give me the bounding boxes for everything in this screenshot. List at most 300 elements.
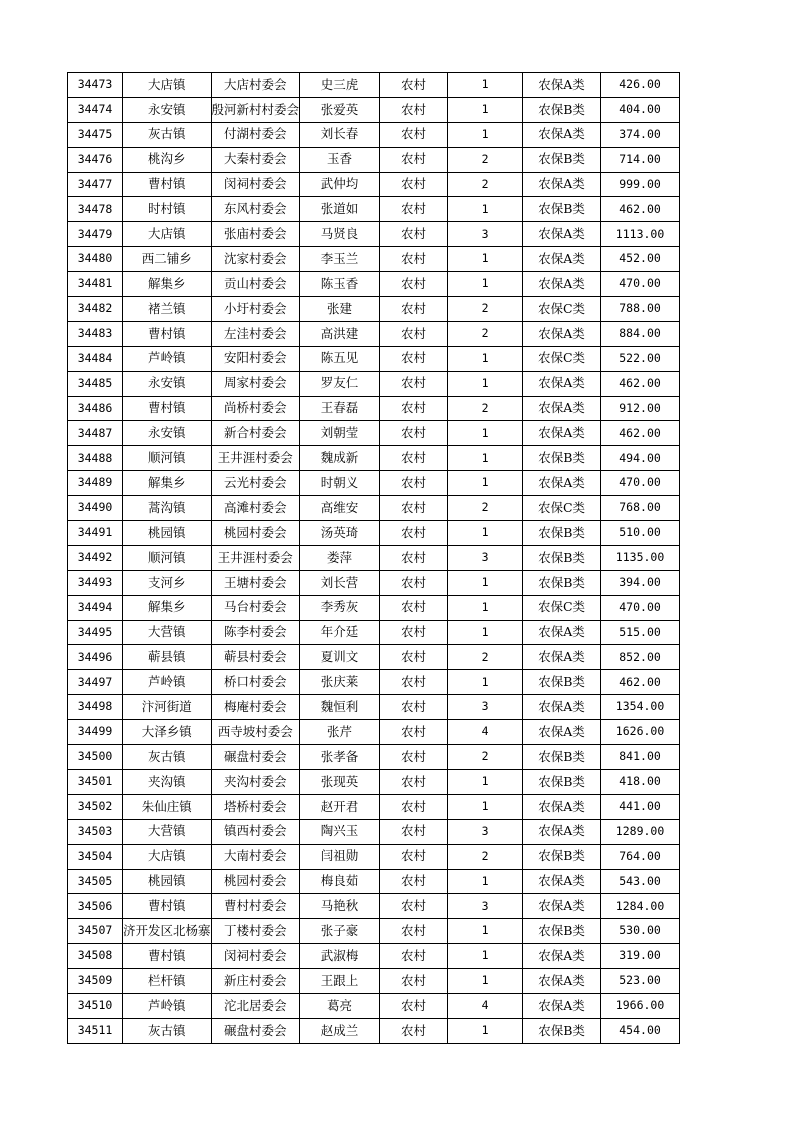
cell-household-count: 1: [448, 570, 523, 595]
cell-insurance-category: 农保C类: [523, 297, 601, 322]
table-row: [68, 745, 680, 770]
cell-record-id: 34499: [68, 720, 123, 745]
cell-area-type: 农村: [380, 670, 448, 695]
cell-person-name: 张孝备: [300, 745, 380, 770]
cell-record-id: 34511: [68, 1018, 123, 1043]
cell-amount: 319.00: [601, 944, 680, 969]
table-row: [68, 1018, 680, 1043]
table-row: [68, 272, 680, 297]
cell-insurance-category: 农保C类: [523, 496, 601, 521]
table-body: [68, 73, 680, 1044]
cell-area-type: 农村: [380, 471, 448, 496]
cell-amount: 454.00: [601, 1018, 680, 1043]
cell-person-name: 赵开君: [300, 794, 380, 819]
cell-area-type: 农村: [380, 421, 448, 446]
cell-person-name: 武仲均: [300, 172, 380, 197]
cell-village-committee: 马台村委会: [211, 595, 300, 620]
cell-area-type: 农村: [380, 919, 448, 944]
cell-amount: 441.00: [601, 794, 680, 819]
cell-area-type: 农村: [380, 720, 448, 745]
cell-area-type: 农村: [380, 570, 448, 595]
cell-area-type: 农村: [380, 745, 448, 770]
cell-amount: 523.00: [601, 969, 680, 994]
cell-insurance-category: 农保A类: [523, 73, 601, 98]
table-row: [68, 521, 680, 546]
table-row: [68, 645, 680, 670]
cell-person-name: 王春磊: [300, 396, 380, 421]
cell-amount: 462.00: [601, 371, 680, 396]
cell-village-committee: 夹沟村委会: [211, 769, 300, 794]
cell-village-committee: 桥口村委会: [211, 670, 300, 695]
cell-area-type: 农村: [380, 944, 448, 969]
cell-amount: 426.00: [601, 73, 680, 98]
cell-amount: 522.00: [601, 346, 680, 371]
cell-township: 芦岭镇: [123, 993, 212, 1018]
cell-household-count: 1: [448, 944, 523, 969]
cell-insurance-category: 农保A类: [523, 272, 601, 297]
cell-record-id: 34510: [68, 993, 123, 1018]
cell-amount: 1626.00: [601, 720, 680, 745]
cell-area-type: 农村: [380, 869, 448, 894]
cell-record-id: 34488: [68, 446, 123, 471]
table-row: [68, 396, 680, 421]
cell-insurance-category: 农保A类: [523, 371, 601, 396]
cell-amount: 1135.00: [601, 545, 680, 570]
cell-insurance-category: 农保B类: [523, 521, 601, 546]
cell-township: 桃园镇: [123, 869, 212, 894]
cell-township: 蕲县镇: [123, 645, 212, 670]
cell-township: 大营镇: [123, 819, 212, 844]
table-row: [68, 844, 680, 869]
cell-insurance-category: 农保A类: [523, 172, 601, 197]
cell-village-committee: 安阳村委会: [211, 346, 300, 371]
cell-area-type: 农村: [380, 346, 448, 371]
cell-household-count: 4: [448, 993, 523, 1018]
cell-village-committee: 大南村委会: [211, 844, 300, 869]
cell-area-type: 农村: [380, 97, 448, 122]
cell-person-name: 张爱英: [300, 97, 380, 122]
cell-insurance-category: 农保A类: [523, 869, 601, 894]
cell-township: 永安镇: [123, 421, 212, 446]
cell-household-count: 1: [448, 122, 523, 147]
cell-township: 时村镇: [123, 197, 212, 222]
cell-record-id: 34498: [68, 695, 123, 720]
cell-record-id: 34483: [68, 321, 123, 346]
cell-village-committee: 新庄村委会: [211, 969, 300, 994]
cell-area-type: 农村: [380, 247, 448, 272]
cell-township: 永安镇: [123, 371, 212, 396]
cell-person-name: 张现英: [300, 769, 380, 794]
cell-area-type: 农村: [380, 197, 448, 222]
cell-household-count: 2: [448, 147, 523, 172]
cell-township: 曹村镇: [123, 944, 212, 969]
cell-insurance-category: 农保B类: [523, 147, 601, 172]
cell-amount: 470.00: [601, 471, 680, 496]
cell-area-type: 农村: [380, 595, 448, 620]
cell-record-id: 34505: [68, 869, 123, 894]
cell-area-type: 农村: [380, 620, 448, 645]
cell-person-name: 闫祖勋: [300, 844, 380, 869]
cell-record-id: 34475: [68, 122, 123, 147]
cell-township: 灰古镇: [123, 1018, 212, 1043]
cell-amount: 714.00: [601, 147, 680, 172]
cell-village-committee: 张庙村委会: [211, 222, 300, 247]
cell-household-count: 2: [448, 172, 523, 197]
table-row: [68, 919, 680, 944]
table-row: [68, 471, 680, 496]
cell-household-count: 2: [448, 297, 523, 322]
cell-amount: 768.00: [601, 496, 680, 521]
cell-insurance-category: 农保C类: [523, 595, 601, 620]
cell-amount: 912.00: [601, 396, 680, 421]
table-row: [68, 595, 680, 620]
table-row: [68, 321, 680, 346]
cell-village-committee: 云光村委会: [211, 471, 300, 496]
cell-village-committee: 碾盘村委会: [211, 745, 300, 770]
cell-household-count: 3: [448, 222, 523, 247]
cell-person-name: 年介廷: [300, 620, 380, 645]
cell-record-id: 34507: [68, 919, 123, 944]
cell-insurance-category: 农保A类: [523, 695, 601, 720]
cell-household-count: 3: [448, 695, 523, 720]
cell-amount: 764.00: [601, 844, 680, 869]
table-row: [68, 993, 680, 1018]
cell-township: 灰古镇: [123, 122, 212, 147]
cell-household-count: 1: [448, 969, 523, 994]
cell-township: 桃沟乡: [123, 147, 212, 172]
cell-person-name: 高维安: [300, 496, 380, 521]
cell-record-id: 34477: [68, 172, 123, 197]
cell-amount: 470.00: [601, 595, 680, 620]
cell-amount: 1113.00: [601, 222, 680, 247]
table-row: [68, 172, 680, 197]
cell-record-id: 34480: [68, 247, 123, 272]
cell-record-id: 34502: [68, 794, 123, 819]
cell-record-id: 34482: [68, 297, 123, 322]
table-row: [68, 695, 680, 720]
cell-record-id: 34476: [68, 147, 123, 172]
cell-insurance-category: 农保B类: [523, 197, 601, 222]
cell-record-id: 34485: [68, 371, 123, 396]
cell-person-name: 刘长营: [300, 570, 380, 595]
cell-record-id: 34506: [68, 894, 123, 919]
cell-record-id: 34473: [68, 73, 123, 98]
cell-village-committee: 付湖村委会: [211, 122, 300, 147]
cell-area-type: 农村: [380, 993, 448, 1018]
cell-insurance-category: 农保A类: [523, 222, 601, 247]
cell-township: 永安镇: [123, 97, 212, 122]
cell-person-name: 王跟上: [300, 969, 380, 994]
cell-township: 大泽乡镇: [123, 720, 212, 745]
cell-amount: 884.00: [601, 321, 680, 346]
cell-village-committee: 镇西村委会: [211, 819, 300, 844]
table-row: [68, 720, 680, 745]
cell-village-committee: 东风村委会: [211, 197, 300, 222]
cell-township: 桃园镇: [123, 521, 212, 546]
cell-insurance-category: 农保B类: [523, 570, 601, 595]
cell-person-name: 陈五见: [300, 346, 380, 371]
cell-township: 曹村镇: [123, 321, 212, 346]
table-row: [68, 297, 680, 322]
cell-insurance-category: 农保B类: [523, 97, 601, 122]
cell-township: 灰古镇: [123, 745, 212, 770]
cell-amount: 510.00: [601, 521, 680, 546]
cell-record-id: 34489: [68, 471, 123, 496]
cell-village-committee: 尚桥村委会: [211, 396, 300, 421]
cell-person-name: 魏成新: [300, 446, 380, 471]
cell-record-id: 34504: [68, 844, 123, 869]
cell-village-committee: 梅庵村委会: [211, 695, 300, 720]
cell-township: 芦岭镇: [123, 670, 212, 695]
cell-area-type: 农村: [380, 371, 448, 396]
cell-amount: 515.00: [601, 620, 680, 645]
cell-area-type: 农村: [380, 446, 448, 471]
cell-township: 支河乡: [123, 570, 212, 595]
cell-record-id: 34508: [68, 944, 123, 969]
cell-area-type: 农村: [380, 969, 448, 994]
cell-village-committee: 陈李村委会: [211, 620, 300, 645]
cell-township: 夹沟镇: [123, 769, 212, 794]
cell-household-count: 2: [448, 496, 523, 521]
cell-person-name: 高洪建: [300, 321, 380, 346]
cell-insurance-category: 农保A类: [523, 122, 601, 147]
cell-insurance-category: 农保A类: [523, 894, 601, 919]
cell-record-id: 34497: [68, 670, 123, 695]
cell-area-type: 农村: [380, 521, 448, 546]
table-row: [68, 197, 680, 222]
cell-township: 汴河街道: [123, 695, 212, 720]
cell-township: 朱仙庄镇: [123, 794, 212, 819]
cell-amount: 543.00: [601, 869, 680, 894]
cell-amount: 852.00: [601, 645, 680, 670]
cell-village-committee: 王井涯村委会: [211, 545, 300, 570]
cell-village-committee: 殷河新村村委会: [211, 97, 300, 122]
cell-amount: 452.00: [601, 247, 680, 272]
cell-record-id: 34487: [68, 421, 123, 446]
cell-township: 济开发区北杨寨: [123, 919, 212, 944]
cell-township: 解集乡: [123, 595, 212, 620]
cell-household-count: 1: [448, 769, 523, 794]
cell-household-count: 3: [448, 545, 523, 570]
table-row: [68, 894, 680, 919]
cell-record-id: 34493: [68, 570, 123, 595]
cell-amount: 418.00: [601, 769, 680, 794]
cell-record-id: 34478: [68, 197, 123, 222]
cell-person-name: 梅良茹: [300, 869, 380, 894]
cell-township: 曹村镇: [123, 396, 212, 421]
cell-insurance-category: 农保A类: [523, 247, 601, 272]
table-row: [68, 620, 680, 645]
cell-insurance-category: 农保A类: [523, 993, 601, 1018]
cell-amount: 470.00: [601, 272, 680, 297]
cell-village-committee: 闵祠村委会: [211, 172, 300, 197]
cell-record-id: 34492: [68, 545, 123, 570]
cell-household-count: 1: [448, 1018, 523, 1043]
cell-township: 曹村镇: [123, 894, 212, 919]
cell-person-name: 魏恒利: [300, 695, 380, 720]
cell-insurance-category: 农保B类: [523, 844, 601, 869]
cell-insurance-category: 农保A类: [523, 321, 601, 346]
cell-insurance-category: 农保A类: [523, 720, 601, 745]
cell-amount: 999.00: [601, 172, 680, 197]
cell-insurance-category: 农保C类: [523, 346, 601, 371]
cell-insurance-category: 农保A类: [523, 421, 601, 446]
table-row: [68, 73, 680, 98]
cell-township: 褚兰镇: [123, 297, 212, 322]
table-row: [68, 147, 680, 172]
cell-amount: 1289.00: [601, 819, 680, 844]
cell-amount: 394.00: [601, 570, 680, 595]
cell-record-id: 34491: [68, 521, 123, 546]
cell-area-type: 农村: [380, 321, 448, 346]
table-row: [68, 371, 680, 396]
cell-township: 大店镇: [123, 844, 212, 869]
cell-person-name: 夏训文: [300, 645, 380, 670]
table-row: [68, 969, 680, 994]
cell-township: 西二铺乡: [123, 247, 212, 272]
cell-village-committee: 王塘村委会: [211, 570, 300, 595]
table-row: [68, 346, 680, 371]
cell-area-type: 农村: [380, 894, 448, 919]
cell-record-id: 34500: [68, 745, 123, 770]
cell-area-type: 农村: [380, 272, 448, 297]
cell-area-type: 农村: [380, 73, 448, 98]
cell-village-committee: 塔桥村委会: [211, 794, 300, 819]
cell-township: 大店镇: [123, 222, 212, 247]
cell-household-count: 1: [448, 421, 523, 446]
cell-amount: 462.00: [601, 670, 680, 695]
cell-person-name: 刘朝莹: [300, 421, 380, 446]
cell-household-count: 1: [448, 97, 523, 122]
cell-area-type: 农村: [380, 172, 448, 197]
cell-amount: 1354.00: [601, 695, 680, 720]
cell-area-type: 农村: [380, 769, 448, 794]
cell-area-type: 农村: [380, 1018, 448, 1043]
cell-person-name: 张子豪: [300, 919, 380, 944]
cell-village-committee: 高滩村委会: [211, 496, 300, 521]
cell-village-committee: 西寺坡村委会: [211, 720, 300, 745]
cell-record-id: 34495: [68, 620, 123, 645]
cell-person-name: 李秀灰: [300, 595, 380, 620]
cell-household-count: 1: [448, 471, 523, 496]
cell-record-id: 34490: [68, 496, 123, 521]
cell-record-id: 34509: [68, 969, 123, 994]
cell-village-committee: 周家村委会: [211, 371, 300, 396]
cell-amount: 462.00: [601, 421, 680, 446]
cell-township: 顺河镇: [123, 545, 212, 570]
cell-household-count: 1: [448, 197, 523, 222]
cell-person-name: 娄萍: [300, 545, 380, 570]
cell-record-id: 34484: [68, 346, 123, 371]
cell-area-type: 农村: [380, 396, 448, 421]
cell-household-count: 1: [448, 670, 523, 695]
cell-person-name: 陶兴玉: [300, 819, 380, 844]
cell-area-type: 农村: [380, 545, 448, 570]
cell-person-name: 武淑梅: [300, 944, 380, 969]
table-row: [68, 97, 680, 122]
cell-household-count: 1: [448, 446, 523, 471]
cell-person-name: 张建: [300, 297, 380, 322]
cell-insurance-category: 农保A类: [523, 620, 601, 645]
cell-household-count: 2: [448, 396, 523, 421]
cell-village-committee: 桃园村委会: [211, 869, 300, 894]
cell-area-type: 农村: [380, 695, 448, 720]
cell-household-count: 1: [448, 794, 523, 819]
cell-record-id: 34481: [68, 272, 123, 297]
cell-record-id: 34503: [68, 819, 123, 844]
cell-insurance-category: 农保B类: [523, 1018, 601, 1043]
cell-person-name: 张庆莱: [300, 670, 380, 695]
cell-township: 解集乡: [123, 471, 212, 496]
cell-person-name: 刘长春: [300, 122, 380, 147]
cell-insurance-category: 农保B类: [523, 446, 601, 471]
cell-area-type: 农村: [380, 147, 448, 172]
table-row: [68, 421, 680, 446]
cell-village-committee: 王井涯村委会: [211, 446, 300, 471]
table-row: [68, 869, 680, 894]
cell-village-committee: 曹村村委会: [211, 894, 300, 919]
cell-village-committee: 大秦村委会: [211, 147, 300, 172]
cell-insurance-category: 农保A类: [523, 471, 601, 496]
cell-household-count: 4: [448, 720, 523, 745]
cell-record-id: 34474: [68, 97, 123, 122]
cell-amount: 841.00: [601, 745, 680, 770]
cell-area-type: 农村: [380, 222, 448, 247]
cell-insurance-category: 农保B类: [523, 670, 601, 695]
cell-area-type: 农村: [380, 844, 448, 869]
cell-person-name: 马艳秋: [300, 894, 380, 919]
cell-area-type: 农村: [380, 496, 448, 521]
cell-area-type: 农村: [380, 819, 448, 844]
cell-household-count: 1: [448, 869, 523, 894]
cell-township: 栏杆镇: [123, 969, 212, 994]
cell-person-name: 葛亮: [300, 993, 380, 1018]
records-table: [67, 72, 680, 1044]
cell-insurance-category: 农保A类: [523, 794, 601, 819]
cell-record-id: 34479: [68, 222, 123, 247]
cell-village-committee: 沈家村委会: [211, 247, 300, 272]
cell-amount: 404.00: [601, 97, 680, 122]
cell-household-count: 1: [448, 371, 523, 396]
cell-township: 大店镇: [123, 73, 212, 98]
cell-village-committee: 新合村委会: [211, 421, 300, 446]
cell-township: 大营镇: [123, 620, 212, 645]
cell-person-name: 赵成兰: [300, 1018, 380, 1043]
cell-amount: 1966.00: [601, 993, 680, 1018]
table-row: [68, 122, 680, 147]
cell-township: 解集乡: [123, 272, 212, 297]
cell-township: 芦岭镇: [123, 346, 212, 371]
cell-insurance-category: 农保B类: [523, 769, 601, 794]
cell-village-committee: 碾盘村委会: [211, 1018, 300, 1043]
table-row: [68, 670, 680, 695]
table-row: [68, 819, 680, 844]
cell-record-id: 34496: [68, 645, 123, 670]
table-row: [68, 769, 680, 794]
table-row: [68, 794, 680, 819]
cell-household-count: 3: [448, 894, 523, 919]
cell-household-count: 1: [448, 595, 523, 620]
cell-amount: 788.00: [601, 297, 680, 322]
cell-household-count: 3: [448, 819, 523, 844]
cell-village-committee: 蕲县村委会: [211, 645, 300, 670]
cell-village-committee: 沱北居委会: [211, 993, 300, 1018]
cell-person-name: 玉香: [300, 147, 380, 172]
cell-insurance-category: 农保A类: [523, 819, 601, 844]
cell-village-committee: 贡山村委会: [211, 272, 300, 297]
cell-household-count: 1: [448, 272, 523, 297]
table-row: [68, 570, 680, 595]
